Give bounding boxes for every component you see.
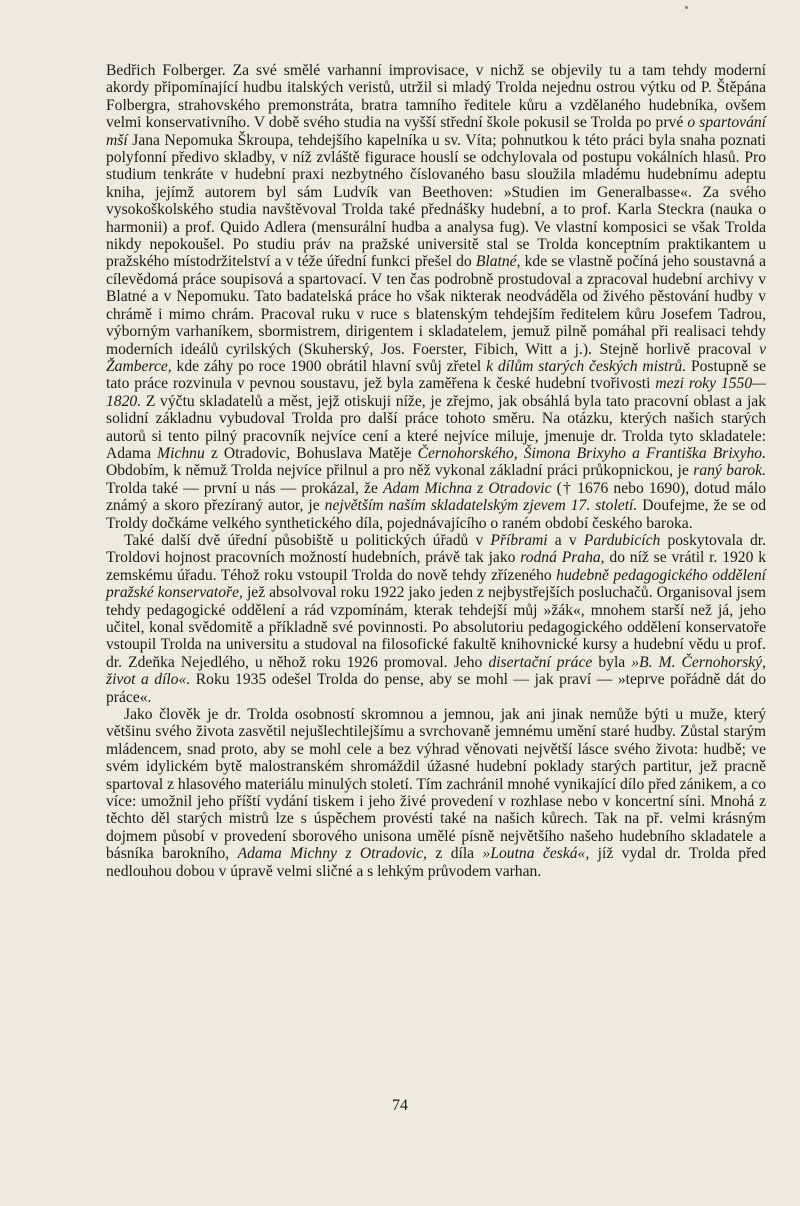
italic-run: v Žamberce,: [106, 340, 766, 375]
text-run: Doufejme, že se od Troldy dočkáme velkého synthetického díla, pojednávajícího o raném období českého baroka.: [106, 497, 766, 532]
text-run: poskytovala dr. Troldovi hojnost pracovních možností hudebních, právě tak jako: [106, 531, 767, 567]
speck: [685, 6, 688, 9]
italic-run: Blatné,: [475, 253, 521, 271]
paragraph-3: [106, 706, 766, 880]
text-run: Jako člověk je dr. Trolda osobností skromnou a jemnou, jak ani jinak nemůže býti u muže, který většinu svého života zasvětil nejušlechtilejšímu a svrchovaně jemnému umění staré hudby. Zůstal starým mládencem, snad proto, aby se mohl cele a bez výhrad věnovati největší lásce svého života: hudbě; ve svém idylickém bytě malostranském shromáždil úžasné hudební poklady starých partitur, jež pracně spartoval z hlasového materiálu minulých století. Tím zachránil mnohé vynikající dílo před zánikem, a co více: umožnil jeho příští vydání tiskem i jeho živé provedení v rozhlase nebo v koncertní síni. Mnohá z těchto děl starých mistrů lze s úspěchem provésti také na našich kůrech. Tak na př. velmi krásným dojmem působí v provedení sborového unisona umělé písně největšího našeho hudebního skladatele a básníka barokního,: [106, 706, 766, 863]
text-run: z díla: [426, 845, 483, 863]
text-run: kde záhy po roce 1900 obrátil hlavní svůj zřetel: [171, 357, 487, 375]
text-run: kde se vlastně počíná jeho soustavná a cílevědomá práce soupisová a spartovací. V ten čas podrobně prostudoval a zpracoval hudební archivy v Blatné a v Nepomuku. Tato badatelská práce ho však nikterak neodváděla od živého pěstování hudby v chrámě i mimo chrám. Pracoval ruku v ruce s blatenským tehdejším ředitelem kůru Josefem Tadrou, výborným varhaníkem, sbormistrem, dirigentem i skladatelem, jemuž pilně pomáhal při realisaci tehdy moderních ideálů cyrilských (Skuherský, Jos. Foerster, Fibich, Witt a j.). Stejně horlivě pracoval: [106, 253, 766, 358]
text-run: Trolda také — první u nás — prokázal, že: [106, 479, 383, 497]
paragraph-2: [106, 532, 766, 706]
text-run: Obdobím, k němuž Trolda nejvíce přilnul a pro něž vykonal základní práci průkopnickou, je: [106, 462, 694, 480]
text-run: Z výčtu skladatelů a měst, jejž otiskuji níže, je zřejmo, jak obsáhlá byla tato pracovní oblast a jak solidní základnu vybudoval Trolda pro další práce tohoto směru. Na otázku, kterých našich starých autorů si tento pilný pracovník nejvíce cení a které nejvíce miluje, jmenuje dr. Trolda tyto skladatele: Adama: [106, 392, 766, 462]
text-run: Postupně se tato práce rozvinula v pevnou soustavu, jež byla zaměřena k české hudební tvořivosti: [106, 357, 766, 393]
italic-run: rodná Praha,: [520, 549, 605, 567]
text-run: do níž se vrátil r. 1920 k zemskému úřadu. Téhož roku vstoupil Trolda do nově tehdy zřízeného: [106, 549, 766, 584]
text-run: byla: [592, 653, 632, 671]
italic-run: raný barok.: [693, 462, 766, 480]
italic-run: Adam Michna z Otradovic: [382, 479, 552, 497]
text-run: Bedřich Folberger. Za své smělé varhanní improvisace, v nichž se objevily tu a tam tehdy moderní akordy připomínající hudbu italských veristů, utržil si mladý Trolda nejednu ostrou výtku od P. Štěpána Folbergra, strahovského premonstráta, bratra tamního ředitele kůru a vzdělaného hudebníka, ovšem velmi konservativního. V době svého studia na vyšší střední škole pokusil se Trolda po prvé: [106, 62, 766, 132]
italic-run: »B. M. Černohorský, život a dílo«.: [106, 653, 766, 689]
text-run: jež absolvoval roku 1922 jako jeden z nejbystřejších posluchačů. Organisoval jsem tehdy pedagogické oddělení a rád vzpomínám, kterak tehdejší můj »žák«, mnohem starší než já, jeho učitel, konal svědomitě a příkladně své povinnosti. Po absolutoriu pedagogického oddělení konservatoře vstoupil Trolda na universitu a studoval na filosofické fakultě knihovnické kursy a hudební vědu u prof. dr. Zdeňka Nejedlého, u něhož roku 1926 promoval. Jeho: [106, 584, 766, 671]
text-run: Jana Nepomuka Škroupa, tehdejšího kapelníka u sv. Víta; pohnutkou k této práci byla snaha poznati polyfonní předivo skladby, v níž zvláště figurace houslí se odchylovala od postupu vokálních hlasů. Pro studium tenkráte v hudební praxi nezbytného číslovaného basu sloužila mladému hudebnímu adeptu kniha, jejímž autorem byl sám Ludvík van Beethoven: »Studien im Generalbasse«. Za svého vysokoškolského studia navštěvoval Trolda také přednášky hudební, a to prof. Karla Steckra (nauka o harmonii) a prof. Quido Adlera (mensurální hudba a analysa fug). Ve vlastní komposici se však Trolda nikdy nepokoušel. Po studiu práv na pražské universitě stal se Trolda konceptním praktikantem u pražského místodržitelství a v téže úřední funkci přešel do: [106, 131, 766, 271]
text-run: a v: [547, 531, 584, 549]
text-run: z Otradovic, Bohuslava Matěje: [204, 444, 418, 462]
text-run: Roku 1935 odešel Trolda do pense, aby se mohl — jak praví — »teprve pořádně dát do práce«.: [106, 671, 766, 706]
text-run: († 1676 nebo 1690), dotud málo známý a skoro přezíraný autor, je: [106, 479, 767, 515]
italic-run: Adama Michny z Otradovic,: [237, 845, 427, 863]
italic-run: o spartování mší: [106, 114, 766, 149]
italic-run: Michnu: [157, 444, 205, 462]
italic-run: k dílům starých českých mistrů.: [486, 357, 687, 375]
italic-run: »Loutna česká«,: [482, 845, 590, 863]
italic-run: Černohorského, Šimona Brixyho a Františka Brixyho.: [417, 444, 766, 462]
italic-run: hudebně pedagogického oddělení pražské konservatoře,: [106, 566, 766, 602]
italic-run: disertační práce: [488, 653, 593, 671]
paragraph-1: [106, 62, 766, 532]
italic-run: Pardubicích: [583, 531, 661, 549]
italic-run: největším naším skladatelským zjevem 17. století.: [324, 497, 638, 515]
text-run: Také další dvě úřední působiště u politických úřadů v: [124, 531, 491, 549]
italic-run: Příbrami: [490, 531, 548, 549]
page-number: 74: [392, 1097, 408, 1114]
italic-run: mezi roky 1550—1820.: [106, 375, 767, 410]
body-text: [106, 62, 766, 880]
text-run: jíž vydal dr. Trolda před nedlouhou dobou v úpravě velmi sličné a s lehkým průvodem varhan.: [106, 845, 767, 880]
